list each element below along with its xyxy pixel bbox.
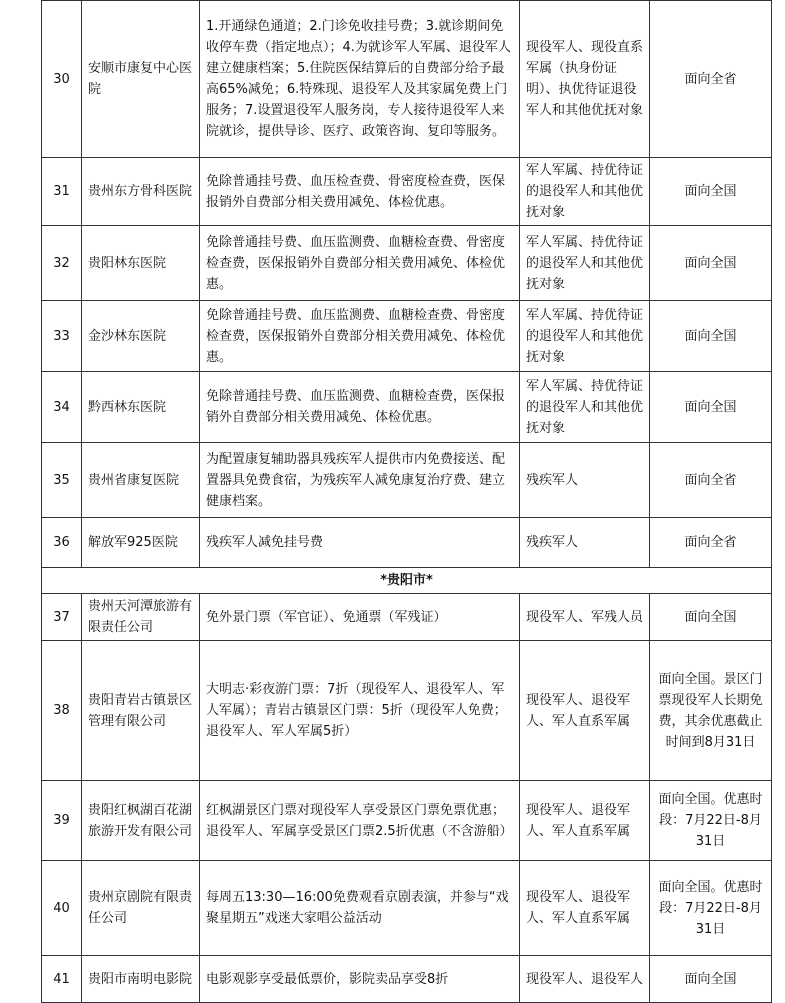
row-number: 36 [42,518,82,568]
service-scope: 面向全国 [650,956,772,1003]
table-row [42,158,772,226]
offer-detail: 免除普通挂号费、血压监测费、血糖检查费，医保报销外自费部分相关费用减免、体检优惠。 [200,372,520,443]
organization-name: 安顺市康复中心医院 [82,1,200,158]
offer-detail: 电影观影享受最低票价，影院卖品享受8折 [200,956,520,1003]
service-scope: 面向全省 [650,443,772,518]
organization-name: 解放军925医院 [82,518,200,568]
service-scope: 面向全国。优惠时段：7月22日-8月31日 [650,861,772,956]
table-row [42,372,772,443]
organization-name: 贵阳市南明电影院 [82,956,200,1003]
target-group: 军人军属、持优待证的退役军人和其他优抚对象 [520,158,650,226]
service-scope: 面向全国 [650,301,772,372]
target-group: 残疾军人 [520,443,650,518]
target-group: 军人军属、持优待证的退役军人和其他优抚对象 [520,372,650,443]
row-number: 33 [42,301,82,372]
organization-name: 金沙林东医院 [82,301,200,372]
table-row [42,641,772,781]
offer-detail: 大明志·彩夜游门票：7折（现役军人、退役军人、军人军属）；青岩古镇景区门票：5折（现役军人免费；退役军人、军人军属5折） [200,641,520,781]
row-number: 31 [42,158,82,226]
row-number: 39 [42,781,82,861]
offer-detail: 红枫湖景区门票对现役军人享受景区门票免票优惠；退役军人、军属享受景区门票2.5折优惠（不含游船） [200,781,520,861]
target-group: 现役军人、退役军人、军人直系军属 [520,861,650,956]
offer-detail: 免除普通挂号费、血压检查费、骨密度检查费，医保报销外自费部分相关费用减免、体检优惠。 [200,158,520,226]
table-row [42,226,772,301]
target-group: 现役军人、现役直系军属（执身份证明）、执优待证退役军人和其他优抚对象 [520,1,650,158]
section-title: *贵阳市* [42,568,772,594]
table-row [42,956,772,1003]
table-row [42,301,772,372]
target-group: 军人军属、持优待证的退役军人和其他优抚对象 [520,301,650,372]
offer-detail: 免外景门票（军官证）、免通票（军残证） [200,594,520,641]
service-scope: 面向全国。优惠时段：7月22日-8月31日 [650,781,772,861]
table-row [42,861,772,956]
service-scope: 面向全国。景区门票现役军人长期免费，其余优惠截止时间到8月31日 [650,641,772,781]
target-group: 现役军人、退役军人、军人直系军属 [520,781,650,861]
row-number: 41 [42,956,82,1003]
target-group: 现役军人、退役军人 [520,956,650,1003]
offer-detail: 残疾军人减免挂号费 [200,518,520,568]
organization-name: 贵州东方骨科医院 [82,158,200,226]
organization-name: 贵阳红枫湖百花湖旅游开发有限公司 [82,781,200,861]
target-group: 现役军人、退役军人、军人直系军属 [520,641,650,781]
organization-name: 贵阳林东医院 [82,226,200,301]
organization-name: 贵州京剧院有限责任公司 [82,861,200,956]
offer-detail: 每周五13:30—16:00免费观看京剧表演，并参与“戏聚星期五”戏迷大家唱公益活动 [200,861,520,956]
target-group: 残疾军人 [520,518,650,568]
service-scope: 面向全国 [650,226,772,301]
service-scope: 面向全国 [650,594,772,641]
organization-name: 黔西林东医院 [82,372,200,443]
service-scope: 面向全省 [650,518,772,568]
row-number: 30 [42,1,82,158]
offer-detail: 1.开通绿色通道；2.门诊免收挂号费；3.就诊期间免收停车费（指定地点）；4.为就诊军人军属、退役军人建立健康档案；5.住院医保结算后的自费部分给予最高65%减免；6.特殊现、退役军人及其家属免费上门服务；7.设置退役军人服务岗，专人接待退役军人来院就诊，提供导诊、医疗、政策咨询、复印等服务。 [200,1,520,158]
row-number: 37 [42,594,82,641]
service-scope: 面向全省 [650,1,772,158]
table-row [42,443,772,518]
benefits-table [41,0,772,1003]
organization-name: 贵州省康复医院 [82,443,200,518]
service-scope: 面向全国 [650,372,772,443]
row-number: 40 [42,861,82,956]
row-number: 34 [42,372,82,443]
organization-name: 贵州天河潭旅游有限责任公司 [82,594,200,641]
organization-name: 贵阳青岩古镇景区管理有限公司 [82,641,200,781]
section-header-row [42,568,772,594]
service-scope: 面向全国 [650,158,772,226]
offer-detail: 为配置康复辅助器具残疾军人提供市内免费接送、配置器具免费食宿，为残疾军人减免康复治疗费、建立健康档案。 [200,443,520,518]
table-row [42,781,772,861]
offer-detail: 免除普通挂号费、血压监测费、血糖检查费、骨密度检查费，医保报销外自费部分相关费用减免、体检优惠。 [200,226,520,301]
target-group: 军人军属、持优待证的退役军人和其他优抚对象 [520,226,650,301]
target-group: 现役军人、军残人员 [520,594,650,641]
table-row [42,1,772,158]
row-number: 38 [42,641,82,781]
table-row [42,518,772,568]
offer-detail: 免除普通挂号费、血压监测费、血糖检查费、骨密度检查费，医保报销外自费部分相关费用减免、体检优惠。 [200,301,520,372]
row-number: 35 [42,443,82,518]
table-row [42,594,772,641]
row-number: 32 [42,226,82,301]
